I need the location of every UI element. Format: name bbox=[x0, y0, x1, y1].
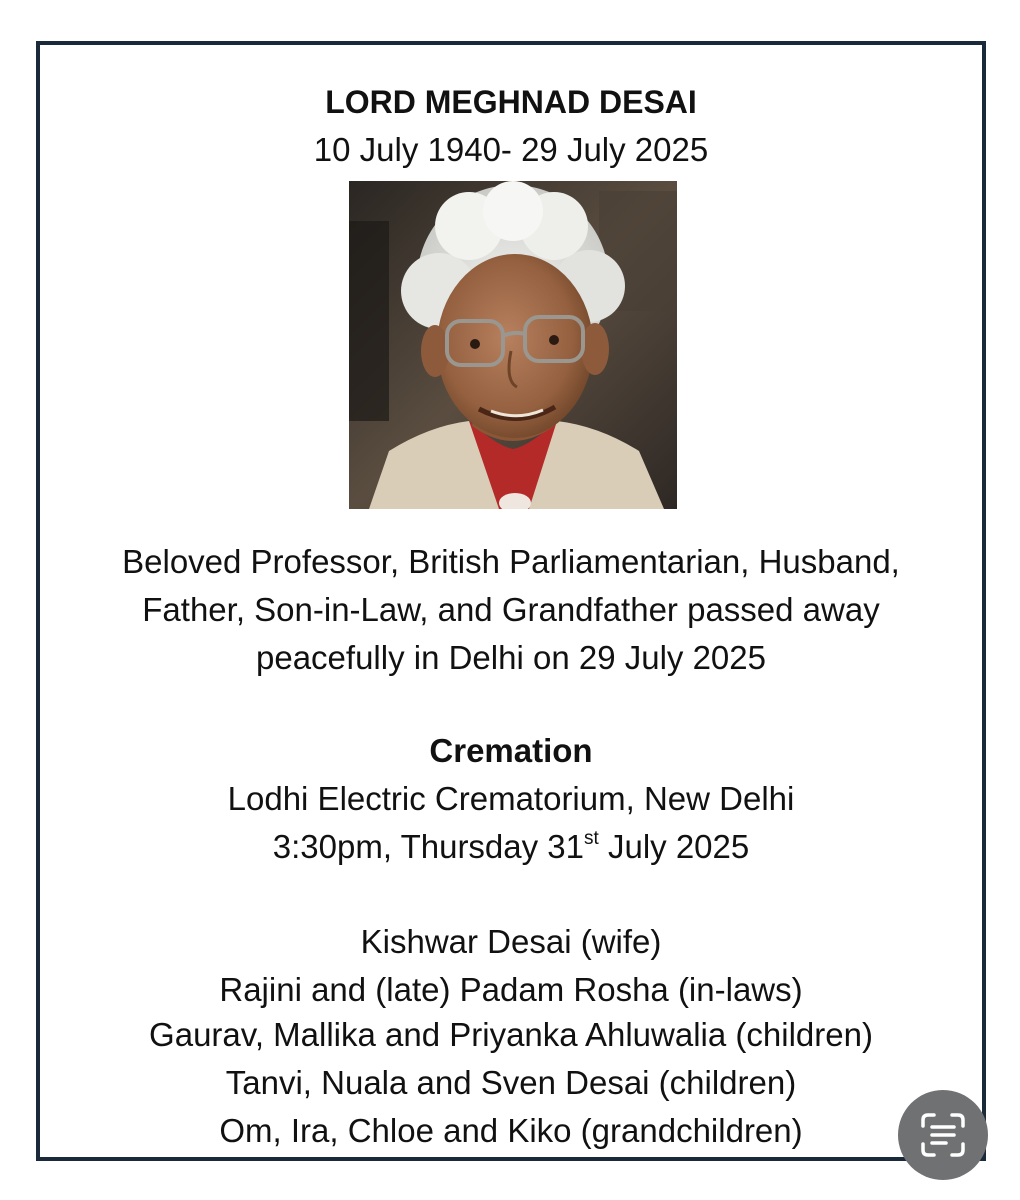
text-scan-button[interactable] bbox=[898, 1090, 988, 1180]
family-member-line: Kishwar Desai (wife) bbox=[360, 923, 662, 960]
portrait-illustration bbox=[349, 181, 677, 509]
description-line: Beloved Professor, British Parliamentarian, Husband, bbox=[122, 543, 900, 580]
family-member-line: Rajini and (late) Padam Rosha (in-laws) bbox=[219, 971, 803, 1008]
family-member-line: Gaurav, Mallika and Priyanka Ahluwalia (children) bbox=[149, 1016, 873, 1053]
cremation-place: Lodhi Electric Crematorium, New Delhi bbox=[227, 780, 795, 817]
cremation-time-ordinal: st bbox=[584, 828, 599, 849]
portrait-photo bbox=[349, 181, 677, 509]
cremation-time-suffix: July 2025 bbox=[598, 828, 750, 865]
family-member-line: Tanvi, Nuala and Sven Desai (children) bbox=[225, 1064, 797, 1101]
text-scan-icon bbox=[918, 1110, 968, 1160]
obituary-card bbox=[36, 41, 986, 1161]
cremation-time bbox=[40, 827, 982, 867]
life-dates: 10 July 1940- 29 July 2025 bbox=[313, 131, 709, 168]
description-line: peacefully in Delhi on 29 July 2025 bbox=[255, 639, 766, 676]
description-line: Father, Son-in-Law, and Grandfather passed away bbox=[142, 591, 880, 628]
family-member-line: Om, Ira, Chloe and Kiko (grandchildren) bbox=[219, 1112, 803, 1149]
deceased-name: LORD MEGHNAD DESAI bbox=[325, 84, 697, 120]
cremation-time-prefix: 3:30pm, Thursday 31 bbox=[272, 828, 585, 865]
cremation-heading: Cremation bbox=[429, 732, 593, 769]
